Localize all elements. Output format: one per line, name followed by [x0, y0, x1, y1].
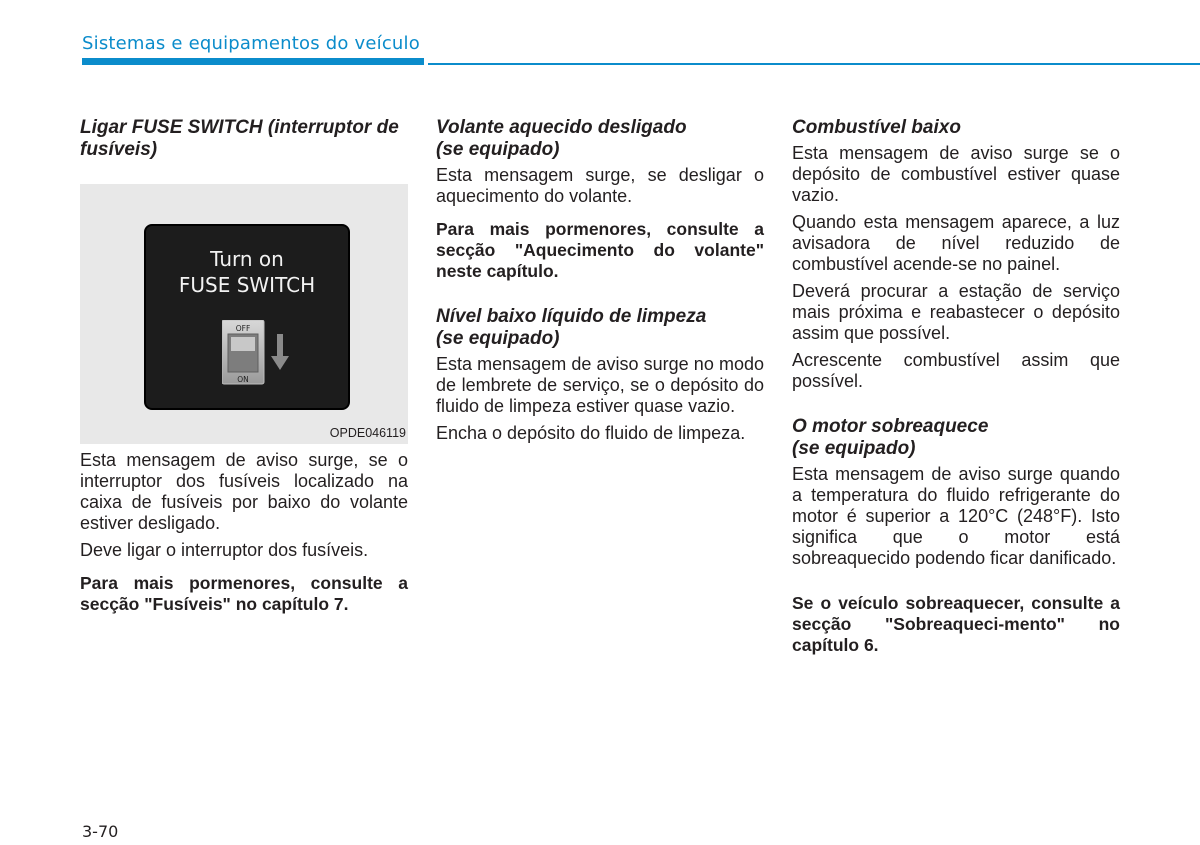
paragraph: Esta mensagem de aviso surge no modo de lembrete de serviço, se o depósito do fluido de limpeza estiver quase vazio.	[436, 354, 764, 416]
paragraph: Deverá procurar a estação de serviço mais próxima e reabastecer o depósito assim que possível.	[792, 281, 1120, 343]
display-line-1: Turn on	[210, 247, 284, 271]
display-line-2: FUSE SWITCH	[178, 273, 316, 297]
cluster-display	[144, 224, 350, 410]
paragraph: Acrescente combustível assim que possível.	[792, 350, 1120, 391]
heading-low-fuel: Combustível baixo	[792, 117, 961, 138]
heading-fuse-switch: Ligar FUSE SWITCH (interruptor de fusíveis)	[80, 117, 399, 160]
fuse-switch-icon	[222, 320, 294, 386]
paragraph: Deve ligar o interruptor dos fusíveis.	[80, 540, 369, 560]
column-1	[80, 117, 408, 615]
heading-engine-overheat	[792, 416, 1120, 460]
column-2	[436, 117, 764, 444]
note-bold: Para mais pormenores, consulte a secção "Fusíveis" no capítulo 7.	[80, 573, 408, 614]
paragraph: Quando esta mensagem aparece, a luz avisadora de nível reduzido de combustível acende-se no painel.	[792, 212, 1120, 274]
heading-line: Nível baixo líquido de limpeza	[436, 306, 707, 327]
paragraph: Esta mensagem de aviso surge, se o interruptor dos fusíveis localizado na caixa de fusíveis por baixo do volante estiver desligado.	[80, 450, 408, 533]
column-3	[792, 117, 1120, 656]
heading-heated-wheel	[436, 117, 764, 161]
page-number: 3-70	[82, 822, 119, 841]
heading-line: O motor sobreaquece	[792, 416, 989, 437]
header-rule	[428, 63, 1200, 65]
heading-line: Volante aquecido desligado	[436, 117, 687, 138]
header-accent-bar	[82, 58, 424, 65]
note-bold: Para mais pormenores, consulte a secção "Aquecimento do volante" neste capítulo.	[436, 219, 764, 281]
heading-line: (se equipado)	[436, 139, 560, 160]
paragraph: Esta mensagem de aviso surge se o depósito de combustível estiver quase vazio.	[792, 143, 1120, 205]
heading-line: (se equipado)	[436, 328, 560, 349]
figure-fuse-switch	[80, 184, 408, 444]
paragraph: Esta mensagem surge, se desligar o aquecimento do volante.	[436, 165, 764, 206]
paragraph: Encha o depósito do fluido de limpeza.	[436, 423, 746, 443]
heading-line: (se equipado)	[792, 438, 916, 459]
section-title: Sistemas e equipamentos do veículo	[82, 33, 420, 54]
note-bold: Se o veículo sobreaquecer, consulte a secção "Sobreaqueci-mento" no capítulo 6.	[792, 593, 1120, 655]
paragraph: Esta mensagem de aviso surge quando a temperatura do fluido refrigerante do motor é superior a 120°C (248°F). Isto significa que o motor está sobreaquecido podendo ficar danificado.	[792, 464, 1120, 568]
switch-off-label: OFF	[235, 324, 251, 333]
heading-washer-fluid	[436, 306, 764, 350]
figure-code: OPDE046119	[329, 426, 406, 440]
switch-on-label: ON	[237, 375, 249, 384]
